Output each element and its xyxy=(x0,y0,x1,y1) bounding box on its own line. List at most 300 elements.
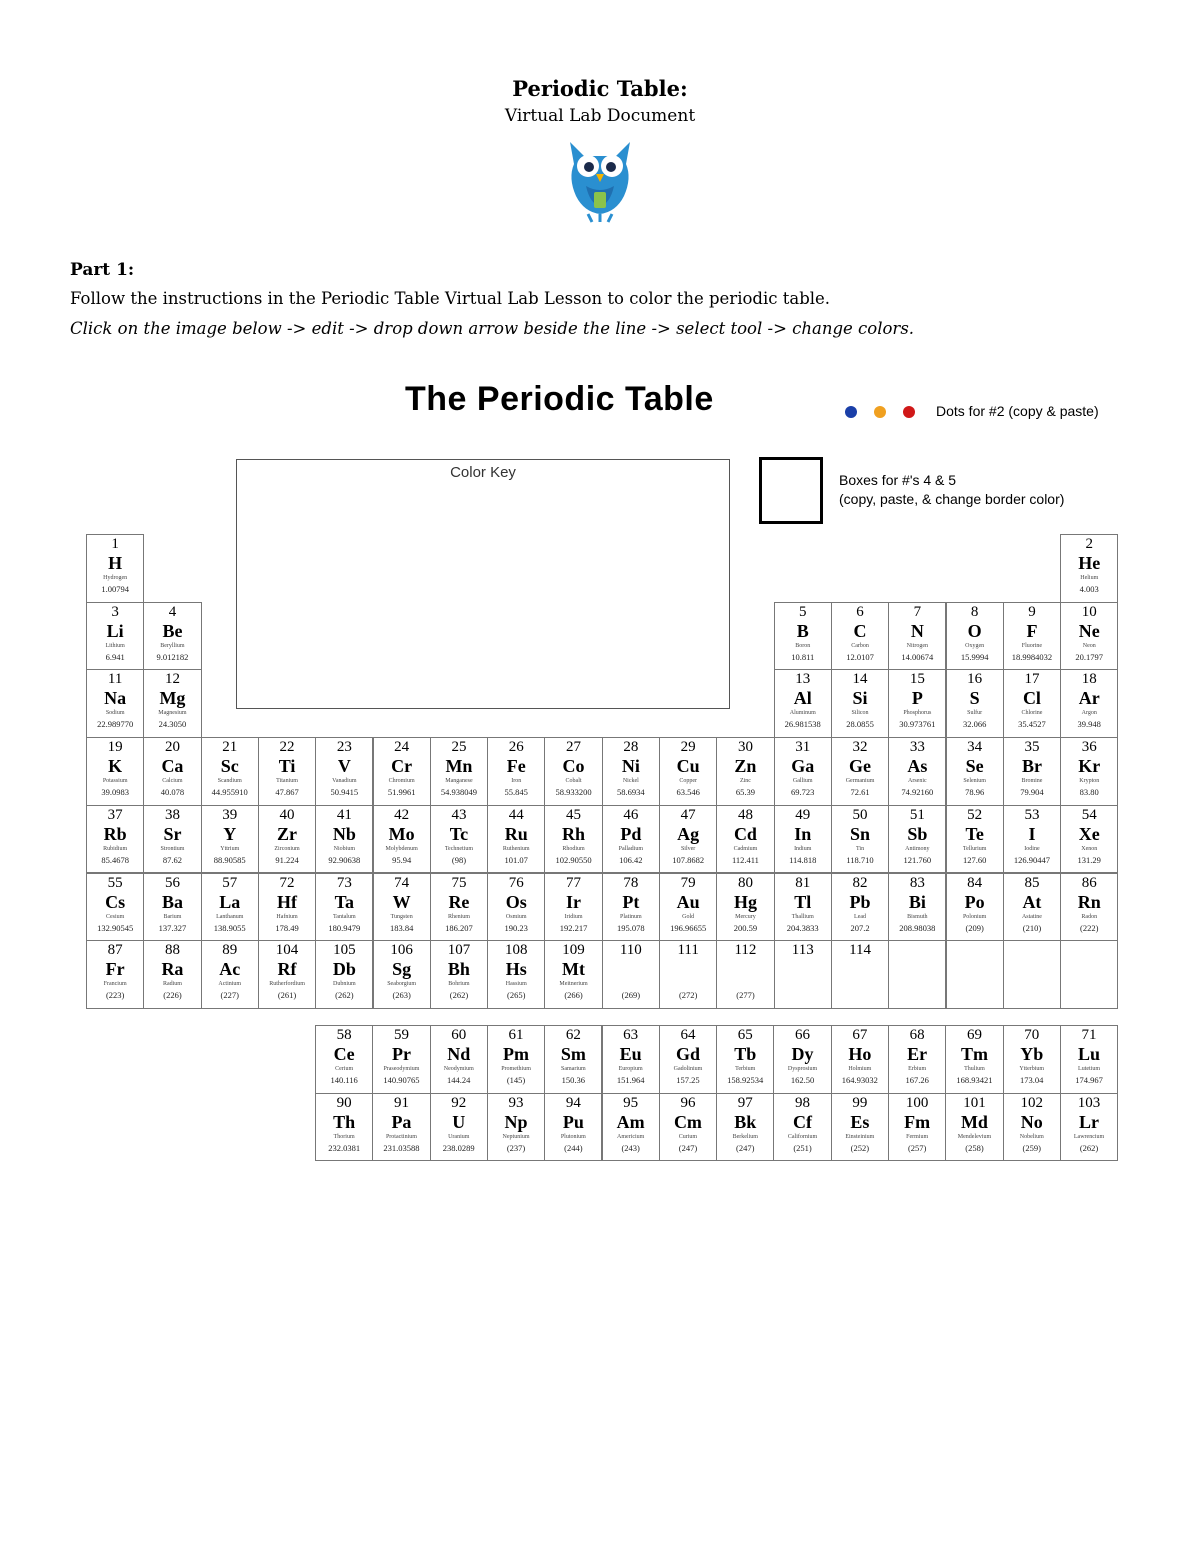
atomic-number: 44 xyxy=(508,806,524,823)
element-symbol: Es xyxy=(850,1111,870,1132)
element-cell-ti[interactable] xyxy=(258,737,316,806)
element-name: Oxygen xyxy=(965,642,985,649)
element-cell-mt[interactable] xyxy=(544,940,602,1009)
element-cell-ge[interactable] xyxy=(831,737,889,806)
atomic-mass: 121.760 xyxy=(903,854,932,865)
element-cell-kr[interactable] xyxy=(1060,737,1118,806)
element-cell-cs[interactable] xyxy=(86,873,144,942)
element-symbol: W xyxy=(392,891,411,912)
atomic-number: 104 xyxy=(275,942,299,959)
element-cell-he[interactable] xyxy=(1060,534,1118,603)
element-name: Neodymium xyxy=(443,1066,474,1072)
f-block-cell-lr[interactable] xyxy=(1060,1093,1118,1162)
element-cell-cd[interactable] xyxy=(716,805,774,874)
atomic-mass: 207.2 xyxy=(850,922,870,933)
atomic-number: 43 xyxy=(451,806,467,823)
element-symbol: Sn xyxy=(850,823,871,844)
atomic-mass: (145) xyxy=(506,1075,526,1085)
element-name: Ruthenium xyxy=(502,845,530,852)
f-block-cell-no[interactable] xyxy=(1003,1093,1061,1162)
atomic-number: 31 xyxy=(795,739,811,756)
f-block-cell-dy[interactable] xyxy=(773,1025,831,1094)
element-cell-o[interactable] xyxy=(946,602,1004,671)
atomic-mass: 87.62 xyxy=(162,854,182,865)
f-block-cell-np[interactable] xyxy=(487,1093,545,1162)
element-cell-in[interactable] xyxy=(774,805,832,874)
element-symbol: Mg xyxy=(159,688,186,709)
atomic-mass: 164.93032 xyxy=(841,1075,878,1085)
f-block-cell-er[interactable] xyxy=(888,1025,946,1094)
element-name: Carbon xyxy=(851,642,869,649)
element-cell-114[interactable] xyxy=(831,940,889,1009)
atomic-mass: 55.845 xyxy=(504,787,528,798)
element-symbol: Hf xyxy=(277,891,298,912)
element-cell-mg[interactable] xyxy=(143,669,201,738)
element-name: Europium xyxy=(618,1066,643,1072)
element-name: Sulfur xyxy=(967,710,983,717)
atomic-number: 86 xyxy=(1081,874,1097,891)
element-symbol: Bk xyxy=(734,1111,757,1132)
atomic-mass: 208.98038 xyxy=(899,922,936,933)
f-block-cell-pu[interactable] xyxy=(544,1093,602,1162)
element-cell-sn[interactable] xyxy=(831,805,889,874)
boxes-label-line1: Boxes for #'s 4 & 5 xyxy=(839,472,957,488)
element-name: Francium xyxy=(103,981,127,988)
element-symbol: Cu xyxy=(676,756,700,777)
element-symbol: Br xyxy=(1021,756,1042,777)
atomic-number: 42 xyxy=(394,806,410,823)
atomic-number: 74 xyxy=(394,874,410,891)
element-cell-b[interactable] xyxy=(774,602,832,671)
element-symbol: Li xyxy=(106,620,124,641)
atomic-number: 99 xyxy=(852,1094,868,1111)
atomic-mass: 39.948 xyxy=(1077,719,1101,730)
element-cell-s[interactable] xyxy=(946,669,1004,738)
element-name: Praseodymium xyxy=(383,1066,420,1072)
atomic-number: 21 xyxy=(222,739,238,756)
atomic-number: 57 xyxy=(222,874,238,891)
element-cell-rn[interactable] xyxy=(1060,873,1118,942)
element-cell-ru[interactable] xyxy=(487,805,545,874)
atomic-mass: (262) xyxy=(335,990,354,1001)
atomic-number: 93 xyxy=(508,1094,524,1111)
element-symbol: Ce xyxy=(333,1044,355,1064)
element-cell-cu[interactable] xyxy=(659,737,717,806)
document-subtitle: Virtual Lab Document xyxy=(504,106,696,126)
element-cell-111[interactable] xyxy=(659,940,717,1009)
element-name: Calcium xyxy=(162,778,183,785)
element-symbol: Pt xyxy=(622,891,640,912)
atomic-number: 78 xyxy=(623,874,639,891)
element-cell-br[interactable] xyxy=(1003,737,1061,806)
element-name: Barium xyxy=(163,913,182,920)
atomic-number: 60 xyxy=(451,1027,467,1043)
atomic-mass: 15.9994 xyxy=(960,651,989,662)
element-cell-nb[interactable] xyxy=(315,805,373,874)
element-cell-li[interactable] xyxy=(86,602,144,671)
element-name: Thallium xyxy=(791,913,814,920)
element-cell-k[interactable] xyxy=(86,737,144,806)
element-cell-tc[interactable] xyxy=(430,805,488,874)
element-cell-sc[interactable] xyxy=(201,737,259,806)
element-name: Seaborgium xyxy=(387,981,417,988)
element-cell-mo[interactable] xyxy=(373,805,431,874)
element-name: Nobelium xyxy=(1019,1133,1044,1140)
element-cell-zn[interactable] xyxy=(716,737,774,806)
element-cell-cl[interactable] xyxy=(1003,669,1061,738)
element-name: Cesium xyxy=(105,913,125,920)
atomic-number: 109 xyxy=(562,942,585,959)
f-block-cell-nd[interactable] xyxy=(430,1025,488,1094)
atomic-mass: (265) xyxy=(507,990,526,1001)
element-cell-hf[interactable] xyxy=(258,873,316,942)
element-cell-sr[interactable] xyxy=(143,805,201,874)
element-name: Hydrogen xyxy=(103,575,128,581)
atomic-number: 75 xyxy=(451,874,467,891)
element-cell-zr[interactable] xyxy=(258,805,316,874)
f-block-cell-eu[interactable] xyxy=(602,1025,660,1094)
element-name: Bromine xyxy=(1021,778,1043,785)
f-block-cell-pr[interactable] xyxy=(372,1025,430,1094)
element-symbol: F xyxy=(1026,620,1038,641)
f-block-cell-pm[interactable] xyxy=(487,1025,545,1094)
atomic-mass: (210) xyxy=(1022,922,1042,933)
atomic-number: 94 xyxy=(565,1094,581,1111)
atomic-mass: 167.26 xyxy=(905,1075,929,1085)
element-cell-bi[interactable] xyxy=(888,873,946,942)
element-cell-na[interactable] xyxy=(86,669,144,738)
element-cell-rh[interactable] xyxy=(544,805,602,874)
blue-dot[interactable] xyxy=(845,406,857,418)
element-symbol: At xyxy=(1022,891,1042,912)
atomic-mass: 20.1797 xyxy=(1075,651,1104,662)
atomic-mass: 195.078 xyxy=(617,922,645,933)
atomic-mass: 196.96655 xyxy=(670,922,707,933)
atomic-number: 85 xyxy=(1024,874,1040,891)
atomic-mass: 190.23 xyxy=(504,922,528,933)
element-cell-sg[interactable] xyxy=(373,940,431,1009)
element-name: Indium xyxy=(794,845,812,852)
atomic-mass: 174.967 xyxy=(1075,1075,1103,1085)
atomic-number: 29 xyxy=(680,739,696,756)
element-symbol: Os xyxy=(505,891,527,912)
atomic-mass: 72.61 xyxy=(850,787,870,798)
atomic-mass: 150.36 xyxy=(561,1075,586,1085)
element-cell-ne[interactable] xyxy=(1060,602,1118,671)
element-symbol: Ac xyxy=(219,959,241,980)
element-cell-pt[interactable] xyxy=(602,873,660,942)
atomic-mass: 10.811 xyxy=(791,651,815,662)
atomic-number: 27 xyxy=(566,739,582,756)
f-block-cell-am[interactable] xyxy=(602,1093,660,1162)
element-symbol: Fr xyxy=(105,959,125,980)
atomic-mass: 106.42 xyxy=(619,854,643,865)
element-cell-p[interactable] xyxy=(888,669,946,738)
element-cell-te[interactable] xyxy=(946,805,1004,874)
element-cell-sb[interactable] xyxy=(888,805,946,874)
element-cell-pb[interactable] xyxy=(831,873,889,942)
element-symbol: Md xyxy=(960,1111,988,1132)
f-block-cell-fm[interactable] xyxy=(888,1093,946,1162)
atomic-mass: 22.989770 xyxy=(97,719,134,730)
atomic-number: 82 xyxy=(852,874,868,891)
atomic-number: 68 xyxy=(909,1027,925,1043)
element-name: Fluorine xyxy=(1021,642,1043,649)
element-cell-be[interactable] xyxy=(143,602,201,671)
atomic-number: 41 xyxy=(336,806,352,823)
atomic-mass: 127.60 xyxy=(962,854,987,865)
element-name: Titanium xyxy=(276,778,298,785)
element-name: Rutherfordium xyxy=(269,981,305,988)
f-block-cell-es[interactable] xyxy=(831,1093,889,1162)
f-block-cell-sm[interactable] xyxy=(544,1025,602,1094)
atomic-number: 90 xyxy=(336,1094,352,1111)
atomic-number: 73 xyxy=(336,874,352,891)
element-name: Gallium xyxy=(792,778,813,785)
element-name: Lanthanum xyxy=(216,913,244,920)
element-symbol: Re xyxy=(448,891,470,912)
sample-border-box[interactable] xyxy=(759,457,823,524)
element-name: Tellurium xyxy=(962,845,987,852)
atomic-number: 47 xyxy=(680,806,696,823)
element-symbol: Sm xyxy=(560,1044,586,1064)
element-cell-at[interactable] xyxy=(1003,873,1061,942)
f-block-cell-tm[interactable] xyxy=(945,1025,1003,1094)
element-name: Zirconium xyxy=(274,845,300,852)
element-cell-ca[interactable] xyxy=(143,737,201,806)
atomic-number: 96 xyxy=(680,1094,696,1111)
atomic-number: 53 xyxy=(1024,806,1040,823)
atomic-number: 46 xyxy=(623,806,639,823)
element-cell-fr[interactable] xyxy=(86,940,144,1009)
element-cell-hg[interactable] xyxy=(716,873,774,942)
element-symbol: Yb xyxy=(1020,1044,1044,1064)
color-key-label: Color Key xyxy=(450,464,516,481)
element-symbol: V xyxy=(337,756,351,777)
f-block-cell-lu[interactable] xyxy=(1060,1025,1118,1094)
element-cell-empty[interactable] xyxy=(946,940,1004,1009)
f-block-cell-pa[interactable] xyxy=(372,1093,430,1162)
atomic-number: 61 xyxy=(508,1027,524,1043)
element-cell-ba[interactable] xyxy=(143,873,201,942)
element-symbol: Rb xyxy=(103,823,127,844)
element-cell-pd[interactable] xyxy=(602,805,660,874)
atomic-mass: (269) xyxy=(621,990,641,1001)
f-block-cell-ho[interactable] xyxy=(831,1025,889,1094)
element-name: Rubidium xyxy=(103,845,128,852)
element-symbol: Mt xyxy=(562,959,586,980)
element-name: Fermium xyxy=(906,1133,929,1140)
atomic-number: 54 xyxy=(1081,806,1097,823)
element-cell-se[interactable] xyxy=(946,737,1004,806)
atomic-mass: 140.90765 xyxy=(383,1075,420,1085)
element-symbol: Y xyxy=(223,823,237,844)
element-cell-ir[interactable] xyxy=(544,873,602,942)
element-symbol: Co xyxy=(562,756,585,777)
element-name: Lithium xyxy=(105,642,125,649)
atomic-number: 98 xyxy=(795,1094,811,1111)
atomic-number: 70 xyxy=(1024,1027,1040,1043)
atomic-mass: 178.49 xyxy=(275,922,299,933)
element-cell-ag[interactable] xyxy=(659,805,717,874)
element-cell-ar[interactable] xyxy=(1060,669,1118,738)
element-cell-i[interactable] xyxy=(1003,805,1061,874)
element-cell-ta[interactable] xyxy=(315,873,373,942)
element-name: Chromium xyxy=(388,778,415,785)
element-symbol: Na xyxy=(104,688,127,709)
element-cell-empty[interactable] xyxy=(1003,940,1061,1009)
element-symbol: H xyxy=(108,553,123,573)
orange-dot[interactable] xyxy=(874,406,886,418)
atomic-number: 62 xyxy=(565,1027,581,1043)
atomic-number: 114 xyxy=(849,942,872,959)
element-cell-110[interactable] xyxy=(602,940,660,1009)
f-block-cell-gd[interactable] xyxy=(659,1025,717,1094)
element-name: Zinc xyxy=(739,778,751,785)
element-name: Manganese xyxy=(445,778,473,785)
f-block-cell-md[interactable] xyxy=(945,1093,1003,1162)
element-name: Curium xyxy=(678,1133,698,1140)
element-name: Dubnium xyxy=(333,981,356,988)
atomic-mass: 79.904 xyxy=(1020,787,1044,798)
atomic-mass: (258) xyxy=(965,1142,984,1153)
element-cell-la[interactable] xyxy=(201,873,259,942)
element-cell-112[interactable] xyxy=(716,940,774,1009)
element-name: Boron xyxy=(795,642,811,649)
element-name: Meitnerium xyxy=(559,981,588,988)
element-cell-rb[interactable] xyxy=(86,805,144,874)
element-symbol: Lu xyxy=(1078,1044,1101,1064)
atomic-mass: 168.93421 xyxy=(956,1075,993,1085)
element-cell-mn[interactable] xyxy=(430,737,488,806)
color-key-box[interactable] xyxy=(236,459,730,709)
element-cell-y[interactable] xyxy=(201,805,259,874)
atomic-number: 87 xyxy=(107,942,123,959)
element-symbol: Ga xyxy=(791,756,815,777)
atomic-number: 92 xyxy=(451,1094,467,1111)
element-cell-empty[interactable] xyxy=(1060,940,1118,1009)
element-name: Lawrencium xyxy=(1073,1133,1105,1140)
element-symbol: Nd xyxy=(447,1044,471,1064)
atomic-mass: 58.933200 xyxy=(555,787,592,798)
atomic-mass: 50.9415 xyxy=(330,787,359,798)
atomic-mass: 132.90545 xyxy=(97,922,134,933)
atomic-number: 101 xyxy=(963,1094,986,1111)
atomic-mass: 4.003 xyxy=(1079,584,1099,594)
element-name: Radon xyxy=(1081,913,1098,920)
element-cell-h[interactable] xyxy=(86,534,144,603)
element-name: Hassium xyxy=(505,981,527,988)
element-symbol: Pm xyxy=(503,1044,530,1064)
instruction-text: Follow the instructions in the Periodic Table Virtual Lab Lesson to color the periodic table. xyxy=(70,289,831,308)
element-cell-113[interactable] xyxy=(774,940,832,1009)
element-cell-w[interactable] xyxy=(373,873,431,942)
red-dot[interactable] xyxy=(903,406,915,418)
element-cell-ra[interactable] xyxy=(143,940,201,1009)
atomic-mass: 18.9984032 xyxy=(1011,651,1053,662)
atomic-number: 26 xyxy=(508,739,524,756)
f-block-cell-tb[interactable] xyxy=(716,1025,774,1094)
color-dots[interactable] xyxy=(845,406,925,418)
boxes-label xyxy=(839,471,1064,509)
atomic-mass: 1.00794 xyxy=(101,584,129,594)
atomic-mass: 151.964 xyxy=(616,1075,645,1085)
element-symbol: Ti xyxy=(278,756,296,777)
element-cell-rf[interactable] xyxy=(258,940,316,1009)
atomic-number: 89 xyxy=(222,942,238,959)
element-cell-tl[interactable] xyxy=(774,873,832,942)
element-cell-bh[interactable] xyxy=(430,940,488,1009)
element-cell-fe[interactable] xyxy=(487,737,545,806)
f-block-cell-yb[interactable] xyxy=(1003,1025,1061,1094)
atomic-number: 16 xyxy=(967,671,983,688)
atomic-mass: 238.0289 xyxy=(442,1142,475,1153)
element-name: Berkelium xyxy=(732,1133,758,1140)
element-symbol: Np xyxy=(504,1111,528,1132)
element-cell-ga[interactable] xyxy=(774,737,832,806)
element-name: Cerium xyxy=(335,1066,354,1072)
f-block-cell-ce[interactable] xyxy=(315,1025,373,1094)
element-symbol: Zr xyxy=(277,823,298,844)
element-name: Xenon xyxy=(1081,845,1098,852)
element-symbol: He xyxy=(1078,553,1101,573)
element-symbol: Ho xyxy=(848,1044,872,1064)
f-block-cell-bk[interactable] xyxy=(716,1093,774,1162)
element-cell-ac[interactable] xyxy=(201,940,259,1009)
element-cell-c[interactable] xyxy=(831,602,889,671)
element-cell-db[interactable] xyxy=(315,940,373,1009)
atomic-number: 15 xyxy=(909,671,925,688)
element-symbol: K xyxy=(108,756,123,777)
element-cell-empty[interactable] xyxy=(888,940,946,1009)
atomic-mass: 91.224 xyxy=(275,854,299,865)
f-block-cell-cf[interactable] xyxy=(773,1093,831,1162)
element-cell-si[interactable] xyxy=(831,669,889,738)
atomic-mass: (277) xyxy=(736,990,755,1001)
f-block-cell-th[interactable] xyxy=(315,1093,373,1162)
atomic-number: 20 xyxy=(164,739,180,756)
element-cell-al[interactable] xyxy=(774,669,832,738)
element-cell-xe[interactable] xyxy=(1060,805,1118,874)
f-block-cell-cm[interactable] xyxy=(659,1093,717,1162)
atomic-mass: 51.9961 xyxy=(387,787,416,798)
element-symbol: Bh xyxy=(447,959,470,980)
element-cell-re[interactable] xyxy=(430,873,488,942)
element-cell-cr[interactable] xyxy=(373,737,431,806)
element-name: Rhodium xyxy=(562,845,585,852)
atomic-mass: (243) xyxy=(621,1142,640,1153)
element-cell-n[interactable] xyxy=(888,602,946,671)
f-block-cell-u[interactable] xyxy=(430,1093,488,1162)
element-cell-f[interactable] xyxy=(1003,602,1061,671)
element-cell-po[interactable] xyxy=(946,873,1004,942)
element-cell-v[interactable] xyxy=(315,737,373,806)
element-cell-hs[interactable] xyxy=(487,940,545,1009)
element-symbol: Th xyxy=(333,1111,356,1132)
element-cell-as[interactable] xyxy=(888,737,946,806)
element-name: Sodium xyxy=(105,710,125,717)
element-cell-os[interactable] xyxy=(487,873,545,942)
element-name: Antimony xyxy=(905,845,930,852)
element-name: Dysprosium xyxy=(787,1066,818,1072)
element-cell-ni[interactable] xyxy=(602,737,660,806)
element-cell-co[interactable] xyxy=(544,737,602,806)
element-cell-au[interactable] xyxy=(659,873,717,942)
element-symbol: Po xyxy=(964,891,985,912)
element-symbol: Ge xyxy=(849,756,872,777)
atomic-mass: 183.84 xyxy=(389,922,414,933)
element-name: Helium xyxy=(1080,575,1099,581)
